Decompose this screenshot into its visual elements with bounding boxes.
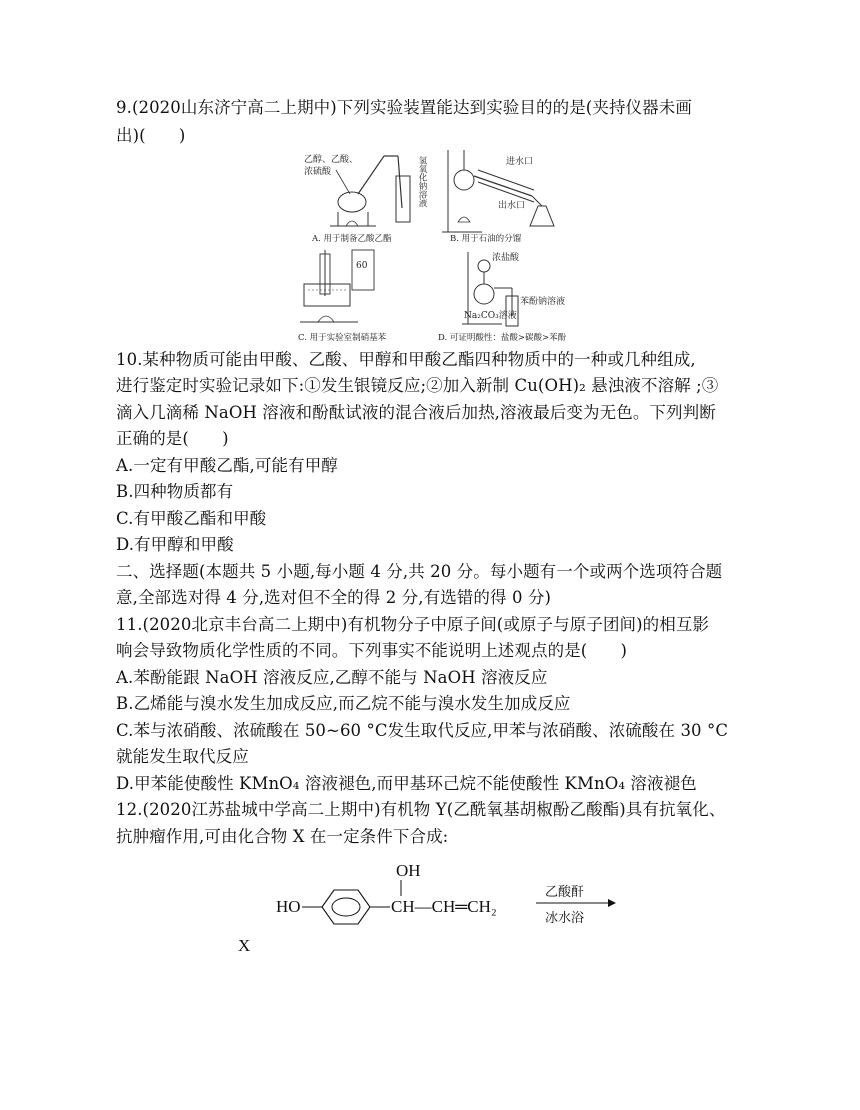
b-caption: B. 用于石油的分馏 (450, 234, 522, 244)
q11-option-c: C.苯与浓硝酸、浓硫酸在 50~60 °C发生取代反应,甲苯与浓硝酸、浓硫酸在 30 °C (116, 721, 729, 740)
b-label-in: 进水口 (506, 157, 534, 167)
q10-line-4: 正确的是( ) (116, 429, 229, 448)
structure-oh-top: OH (396, 861, 421, 880)
apparatus-a (304, 153, 427, 244)
q11-option-b: B.乙烯能与溴水发生加成反应,而乙烷不能与溴水发生加成反应 (116, 694, 571, 713)
q12-line-1: 12.(2020江苏盐城中学高二上期中)有机物 Y(乙酰氧基胡椒酚乙酸酯)具有抗氧化、 (116, 800, 726, 819)
q10-option-b: B.四种物质都有 (116, 482, 234, 501)
section2-line-2: 意,全部选对得 4 分,选对但不全的得 2 分,有选错的得 0 分) (116, 588, 552, 607)
section2-line-1: 二、选择题(本题共 5 小题,每小题 4 分,共 20 分。每小题有一个或两个选项符合题 (116, 562, 723, 581)
q10-line-2: 进行鉴定时实验记录如下:①发生银镜反应;②加入新制 Cu(OH)₂ 悬浊液不溶解 ;③ (116, 376, 719, 395)
q11-option-d: D.甲苯能使酸性 KMnO₄ 溶液褪色,而甲基环己烷不能使酸性 KMnO₄ 溶液褪色 (116, 774, 697, 793)
c-caption: C. 用于实验室制硝基苯 (298, 333, 387, 343)
q9-apparatus-figure (298, 146, 590, 346)
q12-line-2: 抗肿瘤作用,可由化合物 X 在一定条件下合成: (116, 827, 449, 846)
apparatus-b (442, 150, 554, 244)
q10-line-1: 10.某种物质可能由甲酸、乙酸、甲醇和甲酸乙酯四种物质中的一种或几种组成, (116, 350, 696, 369)
q11-line-1: 11.(2020北京丰台高二上期中)有机物分子中原子间(或原子与原子团间)的相互影 (116, 615, 710, 634)
compound-x-label-text: X (238, 936, 251, 955)
a-caption: A. 用于制备乙酸乙酯 (312, 234, 392, 244)
apparatus-d (438, 251, 567, 343)
q11-option-a: A.苯酚能跟 NaOH 溶液反应,乙醇不能与 NaOH 溶液反应 (116, 668, 548, 687)
structure-ho-left: HO (276, 897, 301, 916)
q12-reaction-scheme (270, 856, 630, 946)
structure-chain: CH—CH═CH₂ (391, 897, 497, 916)
benzene-ring (322, 890, 370, 924)
b-label-out: 出水口 (498, 201, 526, 211)
d-label-na2co3: Na₂CO₃溶液 (464, 311, 517, 321)
reaction-condition: 冰水浴 (545, 911, 585, 926)
q9-line-1: 9.(2020山东济宁高二上期中)下列实验装置能达到实验目的的是(夹持仪器未画 (116, 98, 692, 117)
c-thermo-value: 60 (356, 261, 368, 271)
a-label-reagents-1: 乙醇、乙酸、 (304, 155, 359, 165)
q10-option-a: A.一定有甲酸乙酯,可能有甲醇 (116, 456, 338, 475)
d-label-hcl: 浓盐酸 (492, 253, 520, 263)
q9-line-2: 出)( ) (116, 126, 186, 145)
q11-option-c-cont: 就能发生取代反应 (116, 747, 249, 766)
reaction-reagent: 乙酸酐 (545, 885, 585, 900)
q10-option-d: D.有甲醇和甲酸 (116, 535, 234, 554)
q11-line-2: 响会导致物质化学性质的不同。下列事实不能说明上述观点的是( ) (116, 641, 628, 660)
d-caption: D. 可证明酸性：盐酸>碳酸>苯酚 (438, 333, 567, 343)
a-label-reagents-2: 浓硫酸 (304, 167, 332, 177)
apparatus-c (298, 250, 387, 343)
a-label-naoh: 氢氧化钠溶液 (417, 156, 427, 207)
q10-option-c: C.有甲酸乙酯和甲酸 (116, 509, 267, 528)
d-label-phenolate: 苯酚钠溶液 (520, 297, 566, 307)
q10-line-3: 滴入几滴稀 NaOH 溶液和酚酞试液的混合液后加热,溶液最后变为无色。下列判断 (116, 403, 716, 422)
